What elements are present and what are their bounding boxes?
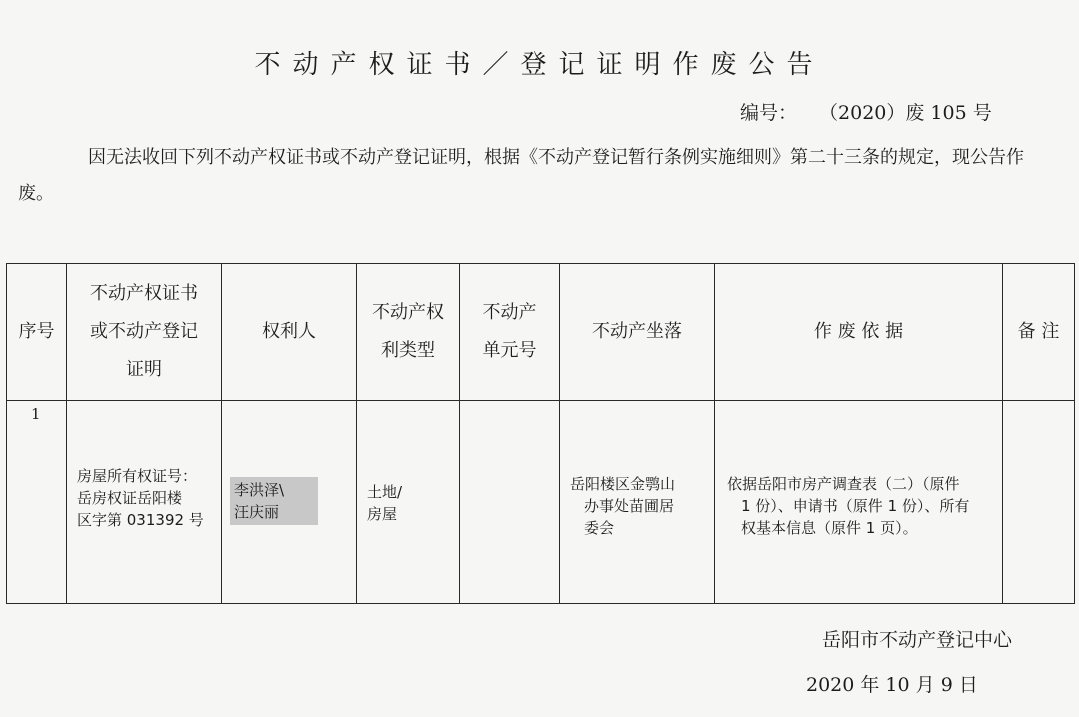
header-right-type: 不动产权 利类型	[357, 264, 460, 401]
cell-location: 岳阳楼区金鹗山 办事处苗圃居 委会	[560, 401, 715, 604]
cell-cert: 房屋所有权证号： 岳房权证岳阳楼 区字第 031392 号	[67, 401, 222, 604]
void-notice-table	[6, 263, 1075, 604]
issue-date: 2020 年 10 月 9 日	[806, 674, 978, 696]
table-header-row	[7, 264, 1075, 401]
issuer-name: 岳阳市不动产登记中心	[822, 629, 1013, 651]
header-unit-number: 不动产 单元号	[460, 264, 560, 401]
document-number-label: 编号：	[740, 102, 798, 124]
cell-owner	[222, 401, 357, 604]
header-cert: 不动产权证书 或不动产登记 证明	[67, 264, 222, 401]
table-row	[7, 401, 1075, 604]
header-seq: 序号	[7, 264, 67, 401]
cell-right-type: 土地/ 房屋	[357, 401, 460, 604]
document-number-value: （2020）废 105 号	[819, 102, 992, 124]
cell-seq: 1	[7, 401, 67, 604]
intro-paragraph: 因无法收回下列不动产权证书或不动产登记证明，根据《不动产登记暂行条例实施细则》第二十三条的规定，现公告作废。	[18, 147, 1024, 204]
header-owner: 权利人	[222, 264, 357, 401]
page-title: 不动产权证书／登记证明作废公告	[254, 50, 825, 80]
cell-remarks	[1003, 401, 1075, 604]
cell-basis: 依据岳阳市房产调查表（二）（原件 1 份）、申请书（原件 1 份）、所有 权基本信息（原件 1 页）。	[715, 401, 1003, 604]
header-remarks: 备 注	[1003, 264, 1075, 401]
owner-redaction-highlight: 李洪泽\ 汪庆丽	[230, 477, 318, 525]
header-location: 不动产坐落	[560, 264, 715, 401]
cell-unit-number	[460, 401, 560, 604]
document-number	[740, 98, 992, 125]
header-basis: 作 废 依 据	[715, 264, 1003, 401]
